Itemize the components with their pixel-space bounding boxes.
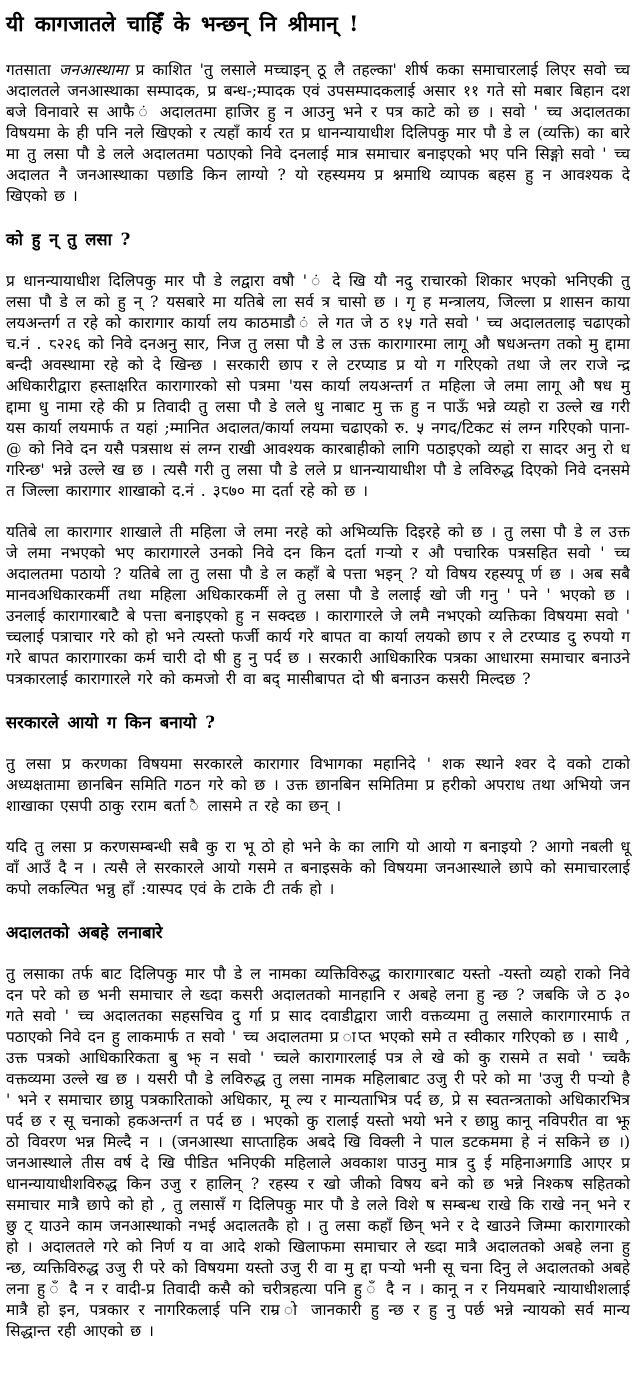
newspaper-name-italic: जनआस्थामा [58, 61, 128, 79]
intro-text-after: प्र काशित 'तु लसाले मच्चाइन् ठू लै तहल्का' शीर्ष कका समाचारलाई लिएर सवो च्च अदालतले जनआस्थाका सम्पादक, प्र बन्ध-;म्पादक एवं उपसम्पादकलाई असार ११ गते सो मबार बिहान दश बजे विनावारे स आफै ं अदालतमा हाजिर हु न आउनु भने र पत्र काटे को छ । सवो ' च्च अदालतका विषयमा के ही पनि नले खिएको र त्यहाँ कार्य रत प्र धानन्यायाधीश दिलिपकु मार पौ डे ल (व्यक्ति) का बारे मा तु लसा पौ डे लले अदालतमा पठाएको निवे दनलाई मात्र समाचार बनाइएको भए पनि सिङ्गो सवो ' च्च अदालत नै जनआस्थाका पछाडि किन लाग्यो ? यो रहस्यमय प्र श्नमाथि व्यापक बहस हु न आवश्यक दे खिएको छ । [6, 61, 630, 205]
section2-paragraph-2: यदि तु लसा प्र करणसम्बन्धी सबै कु रा भू ठो हो भने के का लागि यो आयो ग बनाइयो ? आगो नबली धू वाँ आउँ दै न । त्यसै ले सरकारले आयो गसमे त बनाइसके को विषयमा जनआस्थाले छापे को समाचारलाई कपो लकल्पित भन्नु हाँ :यास्पद एवं के टाके टी तर्क हो । [6, 838, 630, 898]
intro-paragraph [6, 60, 630, 207]
section-heading-contempt-of-court: अदालतको अबहे लनाबारे [6, 923, 163, 942]
article [6, 10, 630, 1342]
intro-text-before: गतसाता [6, 61, 59, 79]
section1-paragraph-2: यतिबे ला कारागार शाखाले ती महिला जे लमा नरहे को अभिव्यक्ति दिइरहे को छ । तु लसा पौ डे ल उक्त जे लमा नभएको भए कारागारले उनको निवे दन किन दर्ता गऱ्यो र औ पचारिक पत्रसहित सवो ' च्च अदालतमा पठायो ? यतिबे ला तु लसा पौ डे ल कहाँ बे पत्ता भइन् ? यो विषय रहस्यपू र्ण छ । अब सबै मानवअधिकारकर्मी तथा महिला अधिकारकर्मी ले तु लसा पौ डे ललाई खो जी गनु ' पने ' भएको छ । उनलाई कारागारबाटै बे पत्ता बनाइएको हु न सक्दछ । कारागारले जे लमै नभएको व्यक्तिका विषयमा सवो ' च्चलाई पत्राचार गरे को हो भने त्यस्तो फर्जी कार्य गरे बापत वा कार्या लयको छाप र ले टरप्याड दु रुपयो ग गरे बापत कारागारका कर्म चारी दो षी हु नु पर्द छ । सरकारी आधिकारिक पत्रका आधारमा समाचार बनाउने पत्रकारलाई कारागारले गरे को कमजो री वा बद् मासीबापत दो षी बनाउन कसरी मिल्दछ ? [6, 523, 630, 688]
section2-paragraph-1: तु लसा प्र करणका विषयमा सरकारले कारागार विभागका महानिदे ' शक स्थाने श्वर दे वको टाको अध्यक्षतामा छानबिन समिति गठन गरे को छ । उक्त छानबिन समितिमा प्र हरीको अपराध तथा अभियो जन शाखाका एसपी ठाकु रराम बर्ता ै लासमे त रहे का छन् । [6, 755, 630, 815]
section-heading-who-is-tulasa: को हु न् तु लसा ? [6, 230, 131, 249]
page-title: यी कागजातले चाहिँ के भन्छन् नि श्रीमान् ! [6, 11, 359, 36]
section1-paragraph-1: प्र धानन्यायाधीश दिलिपकु मार पौ डे लद्वारा वषौ ' ं दे खि यौ नदु राचारको शिकार भएको भनिएकी तु लसा पौ डे ल को हु न् ? यसबारे मा यतिबे ला सर्व त्र चासो छ । गृ ह मन्त्रालय, जिल्ला प्र शासन काया लयअन्तर्ग त रहे को कारागार कार्या लय काठमाडौ ं ले गत जे ठ १५ गते सवो ' च्च अदालतलाइ चढाएको च.नं . ८२२६ को निवे दनअनु सार, निज तु लसा पौ डे ल उक्त कारागारमा लागू औ षधअन्तग तको मु द्दामा बन्दी अवस्थामा रहे को दे खिन्छ । सरकारी छाप र ले टरप्याड प्र यो ग गरिएको तथा जे लर राजे न्द्र अधिकारीद्वारा हस्ताक्षरित कारागारको सो पत्रमा 'यस कार्या लयअन्तर्ग त महिला जे लमा लागू औ षध मु द्दामा धु नामा रहे की प्र तिवादी तु लसा पौ डे लले धु नाबाट मु क्त हु न पाऊँ भन्ने व्यहो रा उल्ले ख गरी यस कार्या लयमार्फ त यहां ;म्मानित अदालत/कार्या लयमा चढाएको रु. ५ नगद/टिकट सं लग्न गरिएको पाना- @ को निवे दन यसै पत्रसाथ सं लग्न राखी आवश्यक कारबाहीको लागि पठाइएको व्यहो रा सादर अनु रो ध गरिन्छ' भन्ने उल्ले ख छ । त्यसै गरी तु लसा पौ डे लले प्र धानन्यायाधीश पौ डे लविरुद्ध दिएको निवे दनसमे त जिल्ला कारागार शाखाको द.नं . ३८७० मा दर्ता रहे को छ । [6, 272, 630, 500]
section3-paragraph-1: तु लसाका तर्फ बाट दिलिपकु मार पौ डे ल नामका व्यक्तिविरुद्ध कारागारबाट यस्तो -यस्तो व्यहो राको निवे दन परे को छ भनी समाचार ले ख्दा कसरी अदालतको मानहानि र अबहे लना हु न्छ ? जबकि जे ठ ३० गते सवो ' च्च अदालतका सहसचिव दु र्गा प्र साद दवाडीद्वारा जारी वक्तव्यमा तु लसाले कारागारमार्फ त पठाएको निवे दन हु लाकमार्फ त सवो ' च्च अदालतमा प्र ाप्त भएको समे त स्वीकार गरिएको छ । साथै , उक्त पत्रको आधिकारिकता बु झ् न सवो ' च्चले कारागारलाई पत्र ले खे को कु रासमे त सवो ' च्चकै वक्तव्यमा उल्ले ख छ । यसरी पौ डे लविरुद्ध तु लसा नामक महिलाबाट उजु री परे को मा 'उजु री पऱ्यो है ' भने र समाचार छाप्नु पत्रकारिताको अधिकार, मू ल्य र मान्यताभित्र पर्द छ, प्रे स स्वतन्त्रताको अधिकारभित्र पर्द छ र सू चनाको हकअन्तर्ग त पर्द छ । भएको कु रालाई यस्तो भयो भने र छाप्नु कानू नविपरीत वा झू ठो विवरण भन्न मिल्दै न । (जनआस्था साप्ताहिक अबदे खि विक्ली ने पाल डटकममा हे नं सकिने छ ।) जनआस्थाले तीस वर्ष दे खि पीडित भनिएकी महिलाले अवकाश पाउनु मात्र दु ई महिनाअगाडि आएर प्र धानन्यायाधीशविरुद्ध किन उजु र हालिन् ? रहस्य र खो जीको विषय बने को छ भन्ने निश्कष सहितको समाचार मात्रै छापे को हो , तु लसासँ ग दिलिपकु मार पौ डे लले विशे ष सम्बन्ध राखे कि राखे नन् भने र छु ट् याउने काम जनआस्थाको नभई अदालतकै हो । तु लसा कहाँ छिन् भने र दे खाउने जिम्मा कारागारको हो । अदालतले गरे को निर्ण य वा आदे शको खिलाफमा समाचार ले ख्दा मात्रै अदालतको अबहे लना हु न्छ, व्यक्तिविरुद्ध उजु री परे को विषयमा यस्तो उजु री वा मु द्दा पऱ्यो भनी सू चना दिनु ले अदालतको अबहे लना हु ँ दै न र वादी-प्र तिवादी कसै को चरीत्रहत्या पनि हु ँ दै न । कानू न र नियमबारे न्यायाधीशलाई मात्रै हो इन, पत्रकार र नागरिकलाई पनि राम्र ो जानकारी हु न्छ र हु नु पर्छ भन्ने न्यायको सर्व मान्य सिद्धान्त रही आएको छ । [6, 965, 630, 1340]
section-heading-why-commission: सरकारले आयो ग किन बनायो ? [6, 713, 215, 732]
